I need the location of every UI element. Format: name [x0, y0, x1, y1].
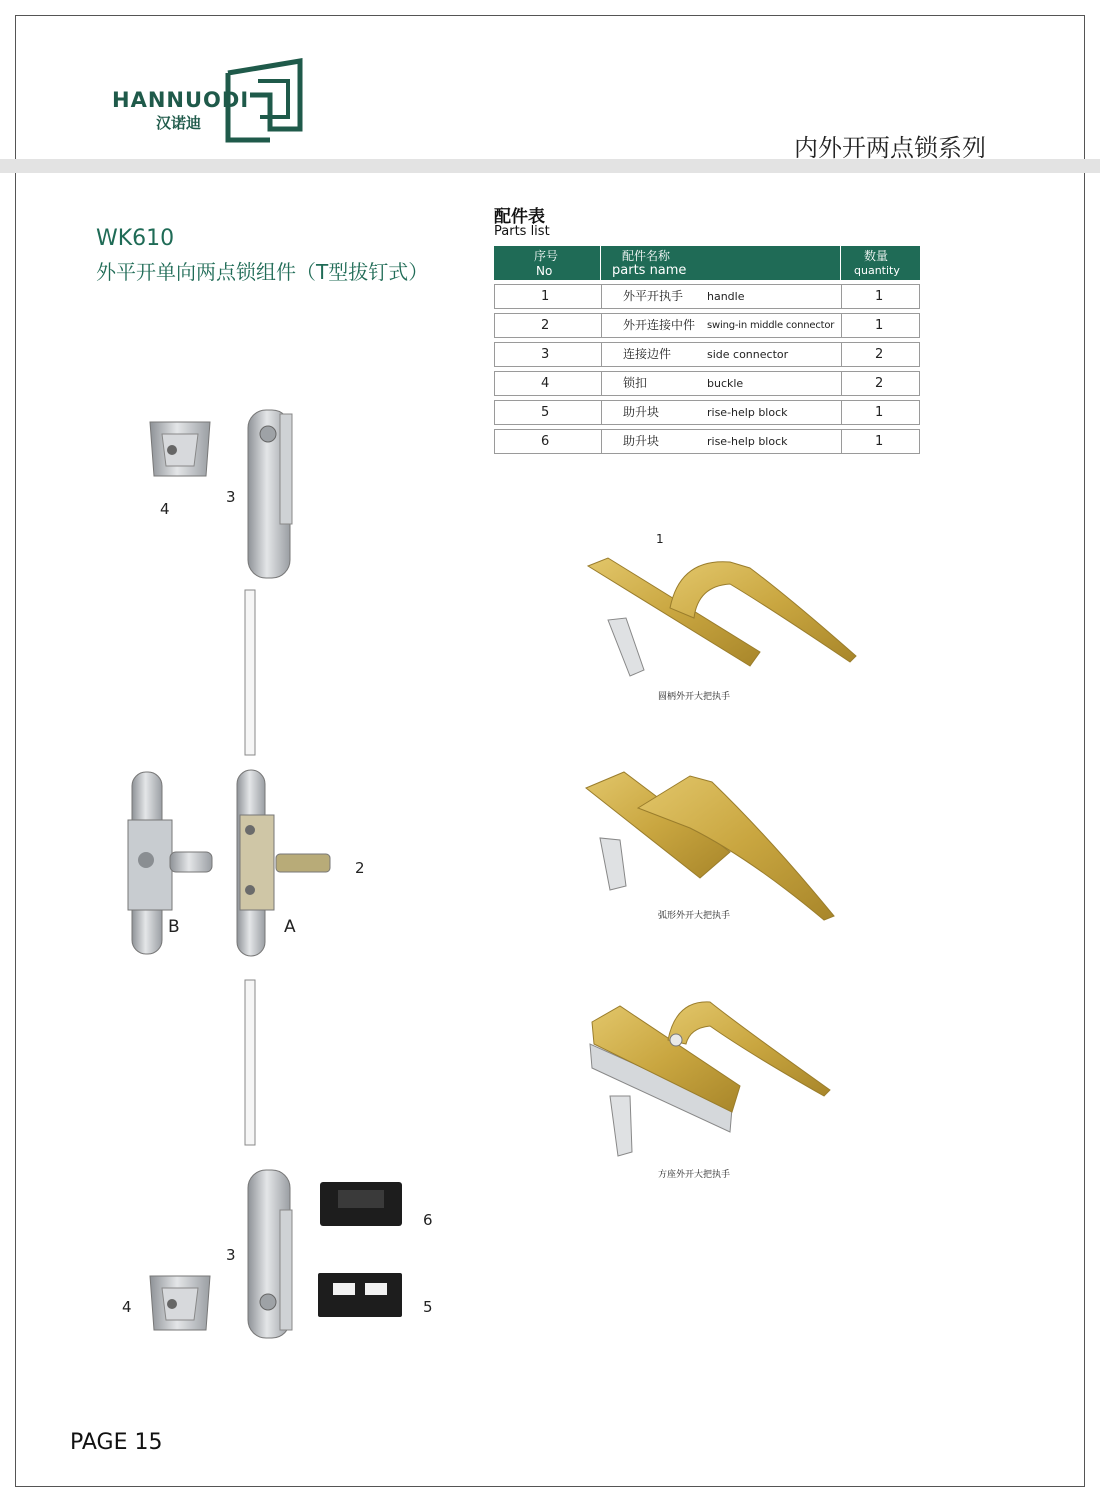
brand-name-en: HANNUODI — [112, 88, 250, 112]
label-connector-top: 3 — [226, 488, 236, 506]
rise-help-block-5 — [318, 1273, 402, 1317]
label-handle-number: 1 — [656, 532, 664, 546]
header-name-en: parts name — [612, 263, 687, 278]
row-no: 5 — [541, 405, 550, 420]
table-row — [494, 313, 920, 338]
row-no: 4 — [541, 376, 550, 391]
handle-caption-1: 圆柄外开大把执手 — [658, 692, 731, 702]
table-header — [494, 246, 920, 280]
label-connector-bottom: 3 — [226, 1246, 236, 1264]
handle-image-3 — [580, 996, 880, 1166]
label-block-5: 5 — [423, 1298, 433, 1316]
row-qty: 2 — [875, 347, 884, 362]
parts-list-title: 配件表 — [494, 207, 545, 227]
row-qty: 1 — [875, 318, 884, 333]
row-qty: 1 — [875, 405, 884, 420]
header-qty-en: quantity — [854, 264, 900, 277]
row-name-en: side connector — [707, 348, 789, 361]
brand-name-cn: 汉诺迪 — [156, 114, 202, 132]
row-qty: 1 — [875, 289, 884, 304]
row-no: 6 — [541, 434, 550, 449]
buckle-top — [150, 422, 210, 476]
table-row — [494, 342, 920, 367]
table-row — [494, 371, 920, 396]
table-body — [494, 284, 920, 454]
row-name-cn: 外开连接中件 — [623, 318, 696, 332]
product-model: WK610 — [96, 226, 175, 251]
table-row — [494, 400, 920, 425]
handle-image-2 — [580, 768, 880, 928]
handle-image-1 — [580, 548, 880, 688]
row-name-en: rise-help block — [707, 406, 788, 419]
table-row — [494, 284, 920, 309]
parts-table — [494, 246, 920, 454]
row-qty: 1 — [875, 434, 884, 449]
label-middle-part: 2 — [355, 859, 365, 877]
brand-logo — [110, 55, 310, 145]
row-no: 1 — [541, 289, 550, 304]
label-buckle-bottom: 4 — [122, 1298, 132, 1316]
row-no: 2 — [541, 318, 550, 333]
label-buckle-top: 4 — [160, 500, 170, 518]
handle-caption-2: 弧形外开大把执手 — [658, 911, 731, 921]
assembly-diagram — [100, 390, 460, 1390]
table-row — [494, 429, 920, 454]
row-no: 3 — [541, 347, 550, 362]
side-connector-top — [248, 410, 292, 578]
row-qty: 2 — [875, 376, 884, 391]
header-qty-cn: 数量 — [864, 249, 889, 263]
header-name-cn: 配件名称 — [622, 249, 671, 263]
label-b: B — [168, 917, 180, 937]
header-no-en: No — [536, 264, 553, 278]
label-block-6: 6 — [423, 1211, 433, 1229]
row-name-en: buckle — [707, 377, 744, 390]
row-name-cn: 助升块 — [623, 434, 660, 448]
label-a: A — [284, 917, 296, 937]
buckle-bottom — [150, 1276, 210, 1330]
product-name: 外平开单向两点锁组件（T型拔钉式） — [96, 260, 429, 284]
side-connector-bottom — [248, 1170, 292, 1338]
row-name-en: rise-help block — [707, 435, 788, 448]
row-name-cn: 锁扣 — [623, 376, 648, 390]
row-name-en: swing-in middle connector — [707, 320, 835, 331]
parts-list-subtitle: Parts list — [494, 224, 550, 239]
header-no-cn: 序号 — [534, 249, 559, 263]
handle-caption-3: 方座外开大把执手 — [658, 1170, 731, 1180]
page-number: PAGE 15 — [70, 1430, 163, 1455]
row-name-cn: 连接边件 — [623, 347, 672, 361]
connecting-rod-bottom — [245, 980, 255, 1145]
connecting-rod-top — [245, 590, 255, 755]
rise-help-block-6 — [320, 1182, 402, 1226]
row-name-en: handle — [707, 290, 745, 303]
row-name-cn: 助升块 — [623, 405, 660, 419]
row-name-cn: 外平开执手 — [623, 289, 684, 303]
series-title: 内外开两点锁系列 — [794, 134, 986, 162]
